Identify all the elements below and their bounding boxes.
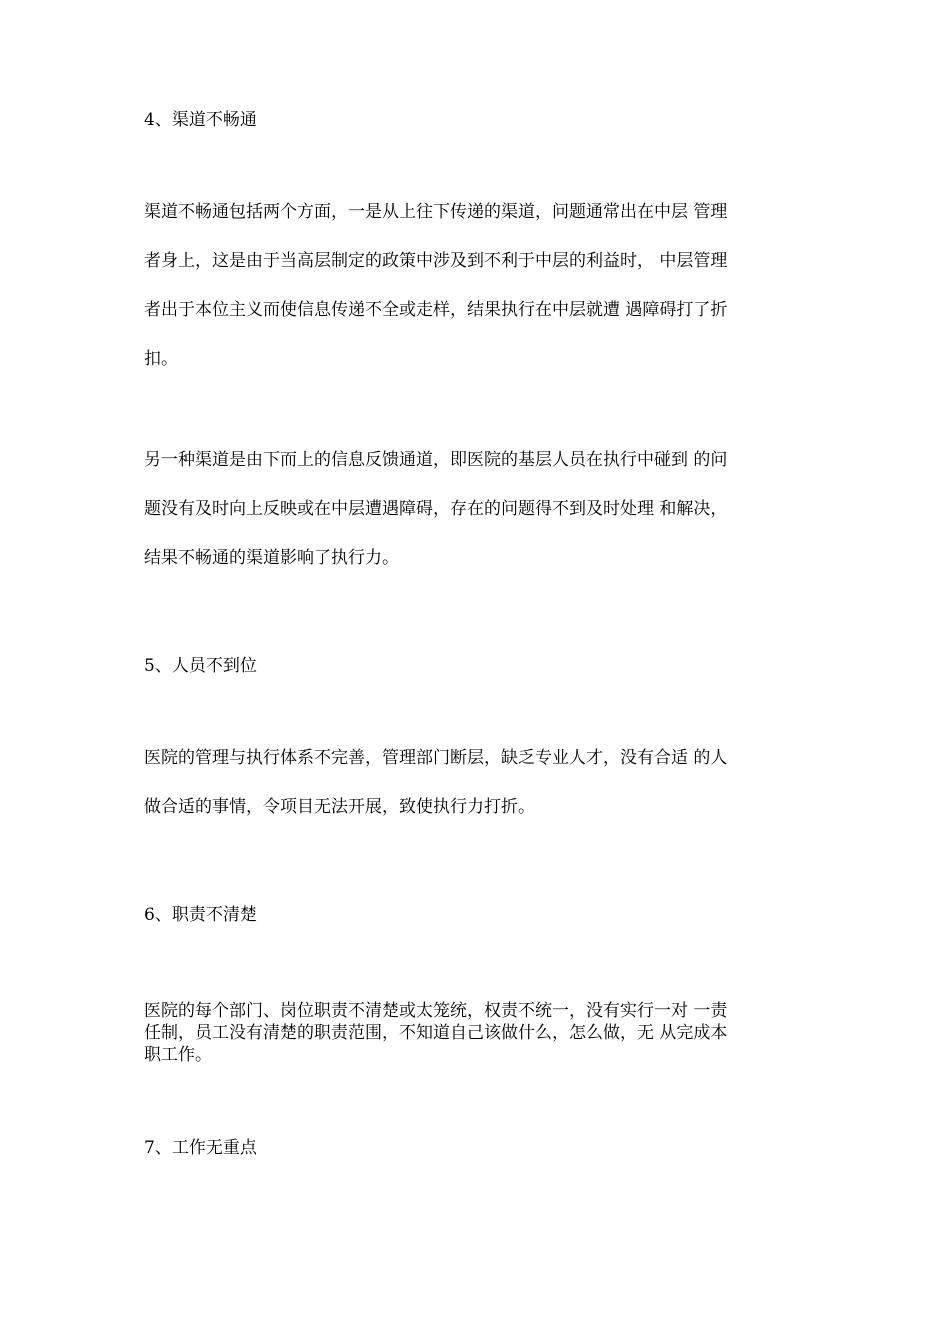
paragraph-line: 医院的管理与执行体系不完善，管理部门断层，缺乏专业人才，没有合适 的人 <box>144 748 728 768</box>
section-4-paragraph-1 <box>144 200 822 396</box>
section-7-heading: 7、工作无重点 <box>144 1138 257 1158</box>
section-5-heading: 5、人员不到位 <box>144 656 257 676</box>
section-5-paragraph-1 <box>144 746 822 844</box>
paragraph-line: 渠道不畅通包括两个方面，一是从上往下传递的渠道，问题通常出在中层 管理 <box>144 202 728 222</box>
section-4-heading: 4、渠道不畅通 <box>144 110 257 130</box>
paragraph-line: 扣。 <box>144 349 178 369</box>
paragraph-line: 结果不畅通的渠道影响了执行力。 <box>144 548 399 568</box>
paragraph-line: 者出于本位主义而使信息传递不全或走样，结果执行在中层就遭 遇障碍打了折 <box>144 300 728 320</box>
paragraph-line: 题没有及时向上反映或在中层遭遇障碍，存在的问题得不到及时处理 和解决， <box>144 499 728 519</box>
paragraph-line: 者身上，这是由于当高层制定的政策中涉及到不利于中层的利益时， 中层管理 <box>144 251 728 271</box>
section-6-paragraph-1 <box>144 1000 822 1066</box>
section-4-paragraph-2 <box>144 448 822 595</box>
paragraph-line: 另一种渠道是由下而上的信息反馈通道，即医院的基层人员在执行中碰到 的问 <box>144 450 728 470</box>
paragraph-line: 任制，员工没有清楚的职责范围，不知道自己该做什么，怎么做，无 从完成本 <box>144 1023 728 1043</box>
paragraph-line: 做合适的事情，令项目无法开展，致使执行力打折。 <box>144 797 535 817</box>
section-6-heading: 6、职责不清楚 <box>144 905 257 925</box>
paragraph-line: 职工作。 <box>144 1045 212 1065</box>
paragraph-line: 医院的每个部门、岗位职责不清楚或太笼统，权责不统一，没有实行一对 一责 <box>144 1001 728 1021</box>
